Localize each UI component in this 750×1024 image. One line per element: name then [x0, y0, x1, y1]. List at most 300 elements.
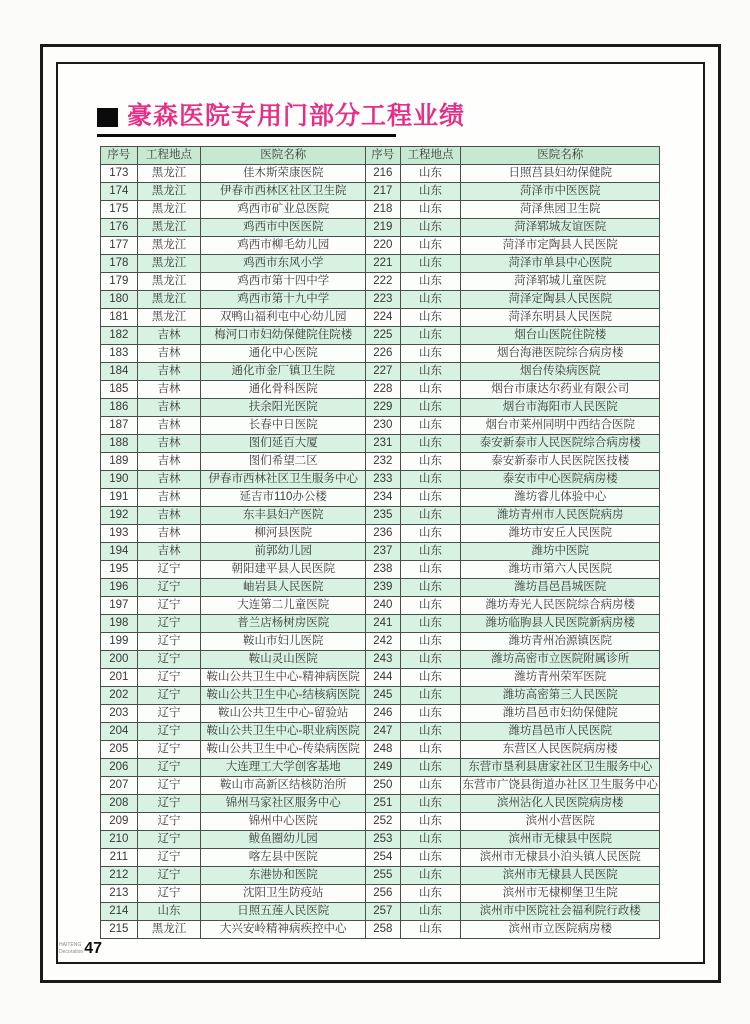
location-cell: 山东 — [400, 327, 461, 345]
table-row — [101, 255, 366, 273]
hospital-name-cell: 潍坊市第六人民医院 — [461, 561, 660, 579]
location-cell: 辽宁 — [137, 579, 201, 597]
location-cell: 吉林 — [137, 471, 201, 489]
table-row — [366, 723, 660, 741]
table-row — [366, 489, 660, 507]
row-number-cell: 254 — [366, 849, 401, 867]
row-number-cell: 217 — [366, 183, 401, 201]
table-row — [366, 651, 660, 669]
hospital-name-cell: 滨州市无棣县中医院 — [461, 831, 660, 849]
page-number: 47 — [84, 940, 102, 957]
row-number-cell: 191 — [101, 489, 138, 507]
location-cell: 山东 — [400, 849, 461, 867]
table-row — [101, 435, 366, 453]
table-row — [366, 183, 660, 201]
hospital-name-cell: 潍坊青州市人民医院病房 — [461, 507, 660, 525]
location-cell: 山东 — [400, 687, 461, 705]
hospital-name-cell: 滨州沾化人民医院病房楼 — [461, 795, 660, 813]
location-cell: 黑龙江 — [137, 921, 201, 939]
location-cell: 吉林 — [137, 399, 201, 417]
table-row — [101, 849, 366, 867]
page-footer — [59, 941, 102, 957]
row-number-cell: 247 — [366, 723, 401, 741]
table-row — [366, 219, 660, 237]
row-number-cell: 186 — [101, 399, 138, 417]
location-cell: 吉林 — [137, 489, 201, 507]
row-number-cell: 192 — [101, 507, 138, 525]
table-row — [101, 507, 366, 525]
location-cell: 辽宁 — [137, 723, 201, 741]
location-cell: 山东 — [400, 381, 461, 399]
location-cell: 辽宁 — [137, 687, 201, 705]
row-number-cell: 177 — [101, 237, 138, 255]
location-cell: 山东 — [400, 831, 461, 849]
hospital-name-cell: 菏泽市中医医院 — [461, 183, 660, 201]
hospital-name-cell: 潍坊昌邑市人民医院 — [461, 723, 660, 741]
table-row — [366, 903, 660, 921]
hospital-name-cell: 鸡西市东风小学 — [201, 255, 366, 273]
footer-brand — [59, 942, 83, 957]
row-number-cell: 237 — [366, 543, 401, 561]
location-cell: 黑龙江 — [137, 273, 201, 291]
row-number-cell: 248 — [366, 741, 401, 759]
hospital-name-cell: 烟台传染病医院 — [461, 363, 660, 381]
location-cell: 山东 — [400, 723, 461, 741]
hospital-name-cell: 东营区人民医院病房楼 — [461, 741, 660, 759]
table-row — [366, 381, 660, 399]
hospital-name-cell: 烟台市莱州同明中西结合医院 — [461, 417, 660, 435]
table-header-row — [366, 147, 660, 165]
row-number-cell: 219 — [366, 219, 401, 237]
location-cell: 吉林 — [137, 363, 201, 381]
table-row — [366, 831, 660, 849]
table-row — [366, 759, 660, 777]
row-number-cell: 228 — [366, 381, 401, 399]
row-number-cell: 209 — [101, 813, 138, 831]
hospital-name-cell: 大连第二儿童医院 — [201, 597, 366, 615]
hospital-name-cell: 菏泽市单县中心医院 — [461, 255, 660, 273]
table-row — [366, 795, 660, 813]
table-row — [101, 363, 366, 381]
location-cell: 山东 — [400, 885, 461, 903]
row-number-cell: 201 — [101, 669, 138, 687]
row-number-cell: 205 — [101, 741, 138, 759]
hospital-name-cell: 鞍山市妇儿医院 — [201, 633, 366, 651]
row-number-cell: 252 — [366, 813, 401, 831]
header-serial-number: 序号 — [101, 147, 138, 165]
row-number-cell: 190 — [101, 471, 138, 489]
header-serial-number: 序号 — [366, 147, 401, 165]
header-hospital-name: 医院名称 — [201, 147, 366, 165]
location-cell: 山东 — [400, 237, 461, 255]
table-row — [366, 309, 660, 327]
hospital-name-cell: 滨州市立医院病房楼 — [461, 921, 660, 939]
location-cell: 山东 — [400, 435, 461, 453]
location-cell: 吉林 — [137, 345, 201, 363]
location-cell: 山东 — [400, 345, 461, 363]
row-number-cell: 234 — [366, 489, 401, 507]
location-cell: 山东 — [400, 669, 461, 687]
row-number-cell: 230 — [366, 417, 401, 435]
footer-brand-line2: Decoration — [59, 948, 84, 955]
row-number-cell: 245 — [366, 687, 401, 705]
row-number-cell: 185 — [101, 381, 138, 399]
hospital-name-cell: 烟台山医院住院楼 — [461, 327, 660, 345]
row-number-cell: 179 — [101, 273, 138, 291]
location-cell: 黑龙江 — [137, 183, 201, 201]
table-row — [366, 849, 660, 867]
location-cell: 辽宁 — [137, 777, 201, 795]
row-number-cell: 198 — [101, 615, 138, 633]
location-cell: 辽宁 — [137, 633, 201, 651]
table-row — [366, 363, 660, 381]
location-cell: 山东 — [400, 813, 461, 831]
table-row — [101, 417, 366, 435]
hospital-name-cell: 朝阳建平县人民医院 — [201, 561, 366, 579]
location-cell: 山东 — [400, 183, 461, 201]
table-row — [101, 669, 366, 687]
row-number-cell: 180 — [101, 291, 138, 309]
hospital-name-cell: 柳河县医院 — [201, 525, 366, 543]
table-row — [101, 723, 366, 741]
hospital-name-cell: 梅河口市妇幼保健院住院楼 — [201, 327, 366, 345]
hospital-name-cell: 岫岩县人民医院 — [201, 579, 366, 597]
location-cell: 吉林 — [137, 507, 201, 525]
hospital-name-cell: 潍坊中医院 — [461, 543, 660, 561]
table-row — [101, 489, 366, 507]
table-row — [366, 705, 660, 723]
location-cell: 黑龙江 — [137, 219, 201, 237]
row-number-cell: 208 — [101, 795, 138, 813]
hospital-name-cell: 东营市垦利县唐家社区卫生服务中心 — [461, 759, 660, 777]
table-row — [101, 777, 366, 795]
location-cell: 辽宁 — [137, 759, 201, 777]
hospital-name-cell: 东营市广饶县街道办社区卫生服务中心 — [461, 777, 660, 795]
table-row — [366, 345, 660, 363]
row-number-cell: 206 — [101, 759, 138, 777]
location-cell: 山东 — [400, 561, 461, 579]
hospital-name-cell: 菏泽市定陶县人民医院 — [461, 237, 660, 255]
table-row — [366, 921, 660, 939]
table-row — [366, 327, 660, 345]
location-cell: 辽宁 — [137, 597, 201, 615]
table-row — [101, 399, 366, 417]
hospital-name-cell: 鞍山市高新区结核防治所 — [201, 777, 366, 795]
location-cell: 辽宁 — [137, 867, 201, 885]
table-row — [366, 291, 660, 309]
location-cell: 山东 — [400, 633, 461, 651]
table-row — [366, 165, 660, 183]
row-number-cell: 238 — [366, 561, 401, 579]
hospital-name-cell: 喀左县中医院 — [201, 849, 366, 867]
hospital-name-cell: 菏泽郓城友谊医院 — [461, 219, 660, 237]
row-number-cell: 255 — [366, 867, 401, 885]
location-cell: 吉林 — [137, 525, 201, 543]
table-row — [101, 561, 366, 579]
table-row — [101, 381, 366, 399]
row-number-cell: 178 — [101, 255, 138, 273]
row-number-cell: 183 — [101, 345, 138, 363]
hospital-name-cell: 鞍山公共卫生中心-传染病医院 — [201, 741, 366, 759]
row-number-cell: 182 — [101, 327, 138, 345]
row-number-cell: 232 — [366, 453, 401, 471]
hospital-name-cell: 扶余阳光医院 — [201, 399, 366, 417]
hospital-name-cell: 泰安新泰市人民医院医技楼 — [461, 453, 660, 471]
hospital-name-cell: 前郭幼儿园 — [201, 543, 366, 561]
row-number-cell: 239 — [366, 579, 401, 597]
location-cell: 山东 — [400, 759, 461, 777]
row-number-cell: 222 — [366, 273, 401, 291]
location-cell: 吉林 — [137, 435, 201, 453]
location-cell: 山东 — [400, 219, 461, 237]
row-number-cell: 196 — [101, 579, 138, 597]
table-row — [366, 885, 660, 903]
hospital-name-cell: 菏泽郓城儿童医院 — [461, 273, 660, 291]
table-row — [101, 525, 366, 543]
header-project-location: 工程地点 — [137, 147, 201, 165]
row-number-cell: 240 — [366, 597, 401, 615]
location-cell: 山东 — [400, 525, 461, 543]
table-row — [101, 705, 366, 723]
table-row — [101, 687, 366, 705]
table-row — [366, 579, 660, 597]
hospital-name-cell: 鸡西市中医医院 — [201, 219, 366, 237]
row-number-cell: 236 — [366, 525, 401, 543]
table-row — [366, 525, 660, 543]
row-number-cell: 203 — [101, 705, 138, 723]
row-number-cell: 211 — [101, 849, 138, 867]
row-number-cell: 187 — [101, 417, 138, 435]
table-row — [366, 669, 660, 687]
table-row — [101, 291, 366, 309]
table-row — [101, 201, 366, 219]
row-number-cell: 249 — [366, 759, 401, 777]
hospital-name-cell: 潍坊昌邑昌城医院 — [461, 579, 660, 597]
table-row — [366, 507, 660, 525]
row-number-cell: 241 — [366, 615, 401, 633]
row-number-cell: 229 — [366, 399, 401, 417]
hospital-name-cell: 鞍山公共卫生中心-结核病医院 — [201, 687, 366, 705]
row-number-cell: 256 — [366, 885, 401, 903]
row-number-cell: 189 — [101, 453, 138, 471]
location-cell: 山东 — [400, 903, 461, 921]
location-cell: 辽宁 — [137, 741, 201, 759]
hospital-name-cell: 鞍山公共卫生中心-职业病医院 — [201, 723, 366, 741]
location-cell: 山东 — [400, 291, 461, 309]
hospital-name-cell: 滨州市中医院社会福利院行政楼 — [461, 903, 660, 921]
hospital-name-cell: 日照五莲人民医院 — [201, 903, 366, 921]
projects-table-left — [100, 146, 366, 939]
hospital-name-cell: 图们延百大厦 — [201, 435, 366, 453]
table-row — [101, 597, 366, 615]
table-row — [101, 885, 366, 903]
hospital-name-cell: 鞍山公共卫生中心-精神病医院 — [201, 669, 366, 687]
hospital-name-cell: 泰安市中心医院病房楼 — [461, 471, 660, 489]
location-cell: 山东 — [400, 741, 461, 759]
location-cell: 辽宁 — [137, 795, 201, 813]
table-row — [366, 255, 660, 273]
location-cell: 山东 — [137, 903, 201, 921]
location-cell: 山东 — [400, 507, 461, 525]
location-cell: 山东 — [400, 273, 461, 291]
table-row — [101, 579, 366, 597]
location-cell: 辽宁 — [137, 669, 201, 687]
location-cell: 吉林 — [137, 543, 201, 561]
hospital-name-cell: 图们希望二区 — [201, 453, 366, 471]
table-row — [366, 417, 660, 435]
table-row — [101, 633, 366, 651]
table-row — [366, 435, 660, 453]
location-cell: 山东 — [400, 615, 461, 633]
table-row — [366, 597, 660, 615]
hospital-name-cell: 菏泽定陶县人民医院 — [461, 291, 660, 309]
row-number-cell: 227 — [366, 363, 401, 381]
location-cell: 吉林 — [137, 417, 201, 435]
location-cell: 山东 — [400, 309, 461, 327]
hospital-name-cell: 滨州市无棣柳堡卫生院 — [461, 885, 660, 903]
hospital-name-cell: 鞍山灵山医院 — [201, 651, 366, 669]
hospital-name-cell: 潍坊青州冶源镇医院 — [461, 633, 660, 651]
location-cell: 山东 — [400, 543, 461, 561]
location-cell: 山东 — [400, 453, 461, 471]
table-row — [101, 651, 366, 669]
hospital-name-cell: 双鸭山福利屯中心幼儿园 — [201, 309, 366, 327]
hospital-name-cell: 烟台市康达尔药业有限公司 — [461, 381, 660, 399]
location-cell: 辽宁 — [137, 831, 201, 849]
row-number-cell: 243 — [366, 651, 401, 669]
table-row — [101, 237, 366, 255]
hospital-name-cell: 菏泽东明县人民医院 — [461, 309, 660, 327]
table-row — [101, 921, 366, 939]
hospital-name-cell: 鸡西市第十九中学 — [201, 291, 366, 309]
table-row — [366, 543, 660, 561]
location-cell: 辽宁 — [137, 813, 201, 831]
row-number-cell: 253 — [366, 831, 401, 849]
location-cell: 黑龙江 — [137, 309, 201, 327]
header-project-location: 工程地点 — [400, 147, 461, 165]
row-number-cell: 173 — [101, 165, 138, 183]
title-bullet-square — [97, 108, 118, 127]
row-number-cell: 218 — [366, 201, 401, 219]
row-number-cell: 250 — [366, 777, 401, 795]
row-number-cell: 221 — [366, 255, 401, 273]
row-number-cell: 258 — [366, 921, 401, 939]
table-row — [101, 345, 366, 363]
table-row — [101, 183, 366, 201]
hospital-name-cell: 鸡西市第十四中学 — [201, 273, 366, 291]
hospital-name-cell: 潍坊临朐县人民医院新病房楼 — [461, 615, 660, 633]
hospital-name-cell: 滨州市无棣县人民医院 — [461, 867, 660, 885]
table-row — [101, 615, 366, 633]
row-number-cell: 175 — [101, 201, 138, 219]
row-number-cell: 202 — [101, 687, 138, 705]
location-cell: 辽宁 — [137, 885, 201, 903]
row-number-cell: 257 — [366, 903, 401, 921]
table-row — [366, 633, 660, 651]
hospital-name-cell: 烟台海港医院综合病房楼 — [461, 345, 660, 363]
hospital-name-cell: 鸡西市柳毛幼儿园 — [201, 237, 366, 255]
location-cell: 黑龙江 — [137, 237, 201, 255]
location-cell: 辽宁 — [137, 849, 201, 867]
row-number-cell: 207 — [101, 777, 138, 795]
table-row — [101, 273, 366, 291]
hospital-name-cell: 通化骨科医院 — [201, 381, 366, 399]
row-number-cell: 193 — [101, 525, 138, 543]
hospital-name-cell: 滨州小营医院 — [461, 813, 660, 831]
location-cell: 辽宁 — [137, 651, 201, 669]
footer-brand-line1: HAITENG — [59, 942, 82, 948]
hospital-name-cell: 大兴安岭精神病疾控中心 — [201, 921, 366, 939]
table-row — [101, 453, 366, 471]
table-row — [101, 831, 366, 849]
row-number-cell: 184 — [101, 363, 138, 381]
table-row — [366, 273, 660, 291]
hospital-name-cell: 通化中心医院 — [201, 345, 366, 363]
hospital-name-cell: 潍坊睿儿体验中心 — [461, 489, 660, 507]
hospital-name-cell: 普兰店杨树房医院 — [201, 615, 366, 633]
row-number-cell: 212 — [101, 867, 138, 885]
table-row — [366, 201, 660, 219]
hospital-name-cell: 日照莒县妇幼保健院 — [461, 165, 660, 183]
location-cell: 黑龙江 — [137, 291, 201, 309]
location-cell: 黑龙江 — [137, 255, 201, 273]
hospital-name-cell: 锦州中心医院 — [201, 813, 366, 831]
hospital-name-cell: 潍坊市安丘人民医院 — [461, 525, 660, 543]
location-cell: 山东 — [400, 399, 461, 417]
hospital-name-cell: 通化市金厂镇卫生院 — [201, 363, 366, 381]
row-number-cell: 251 — [366, 795, 401, 813]
row-number-cell: 216 — [366, 165, 401, 183]
row-number-cell: 176 — [101, 219, 138, 237]
projects-table — [100, 146, 660, 939]
table-row — [101, 759, 366, 777]
projects-table-right — [365, 146, 660, 939]
location-cell: 吉林 — [137, 327, 201, 345]
location-cell: 黑龙江 — [137, 201, 201, 219]
header-hospital-name: 医院名称 — [461, 147, 660, 165]
hospital-name-cell: 鲅鱼圈幼儿园 — [201, 831, 366, 849]
location-cell: 山东 — [400, 597, 461, 615]
row-number-cell: 244 — [366, 669, 401, 687]
row-number-cell: 214 — [101, 903, 138, 921]
row-number-cell: 224 — [366, 309, 401, 327]
row-number-cell: 174 — [101, 183, 138, 201]
hospital-name-cell: 潍坊昌邑市妇幼保健院 — [461, 705, 660, 723]
hospital-name-cell: 长春中日医院 — [201, 417, 366, 435]
location-cell: 山东 — [400, 777, 461, 795]
hospital-name-cell: 潍坊高密第三人民医院 — [461, 687, 660, 705]
hospital-name-cell: 潍坊高密市立医院附属诊所 — [461, 651, 660, 669]
hospital-name-cell: 鞍山公共卫生中心-留验站 — [201, 705, 366, 723]
table-row — [366, 867, 660, 885]
table-row — [366, 741, 660, 759]
location-cell: 山东 — [400, 489, 461, 507]
hospital-name-cell: 菏泽焦园卫生院 — [461, 201, 660, 219]
table-row — [101, 543, 366, 561]
location-cell: 山东 — [400, 255, 461, 273]
table-row — [366, 777, 660, 795]
table-row — [366, 813, 660, 831]
table-row — [101, 741, 366, 759]
hospital-name-cell: 潍坊青州荣军医院 — [461, 669, 660, 687]
row-number-cell: 181 — [101, 309, 138, 327]
hospital-name-cell: 烟台市海阳市人民医院 — [461, 399, 660, 417]
row-number-cell: 197 — [101, 597, 138, 615]
location-cell: 黑龙江 — [137, 165, 201, 183]
row-number-cell: 233 — [366, 471, 401, 489]
hospital-name-cell: 大连理工大学创客基地 — [201, 759, 366, 777]
table-row — [366, 399, 660, 417]
